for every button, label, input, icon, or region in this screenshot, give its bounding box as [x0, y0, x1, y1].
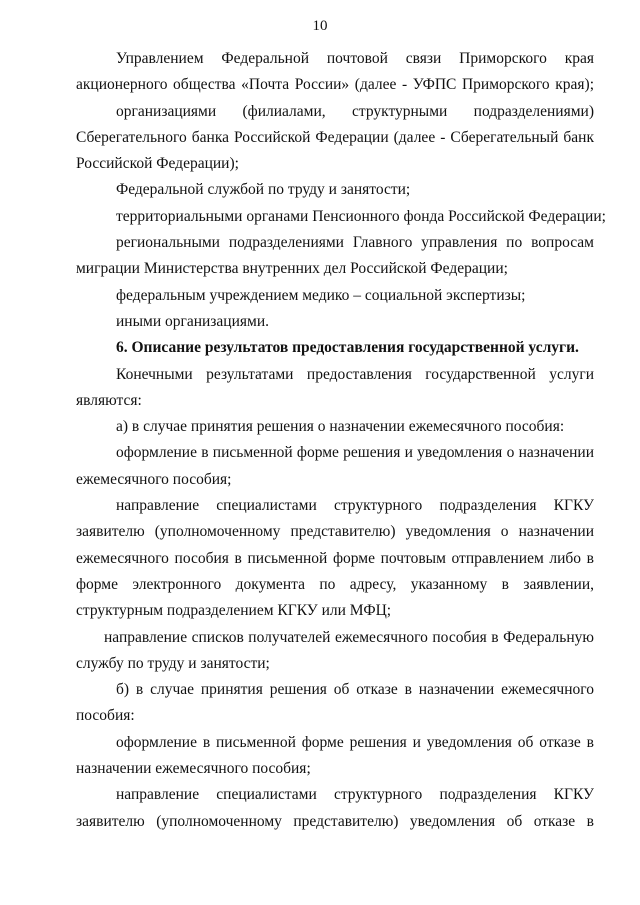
text-line: ежемесячного пособия;	[76, 470, 232, 488]
text-line: организациями (филиалами, структурными подразделениями)	[116, 102, 594, 120]
text-line: форме электронного документа по адресу, указанному в заявлении,	[76, 575, 594, 593]
text-line: назначении ежемесячного пособия;	[76, 760, 311, 778]
text-line: а) в случае принятия решения о назначении ежемесячного пособия:	[116, 418, 565, 436]
text-line: региональными подразделениями Главного управления по вопросам	[116, 234, 594, 252]
text-line: пособия:	[76, 707, 135, 725]
document-body	[76, 46, 606, 835]
text-line: Управлением Федеральной почтовой связи Приморского края	[116, 50, 594, 67]
text-line: направление специалистами структурного подразделения КГКУ	[116, 497, 594, 515]
page-number: 10	[312, 18, 328, 34]
text-line: Российской Федерации);	[76, 155, 239, 173]
text-line: являются:	[76, 391, 142, 409]
text-line: иными организациями.	[116, 312, 270, 330]
text-line: службу по труду и занятости;	[76, 654, 270, 672]
text-line: оформление в письменной форме решения и уведомления об отказе в	[116, 733, 594, 751]
text-line: заявителю (уполномоченному представителю) уведомления об отказе в	[76, 812, 594, 830]
text-line: оформление в письменной форме решения и уведомления о назначении	[116, 444, 594, 462]
text-line: миграции Министерства внутренних дел Российской Федерации;	[76, 260, 508, 278]
text-line: Федеральной службой по труду и занятости;	[116, 181, 411, 199]
text-line: заявителю (уполномоченному представителю) уведомления о назначении	[76, 523, 594, 541]
text-line: структурным подразделением КГКУ или МФЦ;	[76, 602, 392, 620]
section-heading: 6. Описание результатов предоставления государственной услуги.	[116, 339, 579, 357]
text-line: федеральным учреждением медико – социальной экспертизы;	[116, 286, 526, 304]
text-line: акционерного общества «Почта России» (далее - УФПС Приморского края);	[76, 76, 594, 94]
text-line: б) в случае принятия решения об отказе в назначении ежемесячного	[116, 681, 594, 699]
text-line: направление списков получателей ежемесячного пособия в Федеральную	[104, 628, 594, 646]
text-line: Конечными результатами предоставления государственной услуги	[116, 365, 594, 383]
text-line: территориальными органами Пенсионного фонда Российской Федерации;	[116, 207, 606, 225]
text-line: направление специалистами структурного подразделения КГКУ	[116, 786, 594, 804]
text-line: ежемесячного пособия в письменной форме почтовым отправлением либо в	[76, 549, 594, 567]
text-line: Сберегательного банка Российской Федерации (далее - Сберегательный банк	[76, 128, 594, 146]
